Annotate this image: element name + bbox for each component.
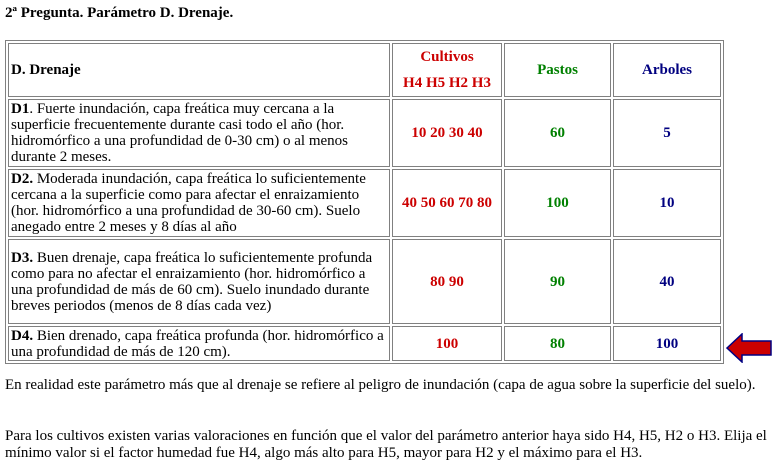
header-arboles: Arboles — [613, 43, 721, 97]
cell-cultivos: 100 — [392, 326, 502, 361]
cell-arboles: 5 — [613, 99, 721, 167]
cell-arboles: 100 — [613, 326, 721, 361]
row-description — [8, 99, 390, 167]
table-row — [8, 169, 721, 237]
cell-cultivos: 80 90 — [392, 239, 502, 324]
cell-cultivos: 10 20 30 40 — [392, 99, 502, 167]
header-pastos: Pastos — [504, 43, 611, 97]
row-text: . Fuerte inundación, capa freática muy cercana a la superficie frecuentemente durante casi todo el año (hor. hidromórfico a una profundidad de 0-30 cm) o al menos durante 2 meses. — [11, 101, 348, 165]
cell-arboles: 40 — [613, 239, 721, 324]
cell-pastos: 100 — [504, 169, 611, 237]
cell-arboles: 10 — [613, 169, 721, 237]
cell-pastos: 90 — [504, 239, 611, 324]
header-cultivos — [392, 43, 502, 97]
cell-cultivos: 40 50 60 70 80 — [392, 169, 502, 237]
row-description — [8, 326, 390, 361]
row-text: Bien drenado, capa freática profunda (hor. hidromórfico a una profundidad de más de 120 cm). — [11, 327, 384, 360]
row-description — [8, 169, 390, 237]
left-arrow-icon — [726, 333, 772, 363]
row-text: Moderada inundación, capa freática lo suficientemente cercana a la superficie como para afectar el enraizamiento (hor. hidromórfico a una profundidad de 30-60 cm). Suelo anegado entre 2 meses y 8 días al año — [11, 171, 366, 235]
left-arrow-shape — [727, 334, 771, 362]
cell-pastos: 80 — [504, 326, 611, 361]
row-code: D1 — [11, 101, 30, 117]
table-row — [8, 239, 721, 324]
table-row — [8, 326, 721, 361]
row-description — [8, 239, 390, 324]
drainage-table — [5, 40, 724, 364]
row-text: Buen drenaje, capa freática lo suficientemente profunda como para no afectar el enraizamiento (hor. hidromórfico a una profundidad de más de 60 cm). Suelo inundado durante breves periodos (menos de 8 días cada vez) — [11, 249, 373, 314]
header-cultivos-sub: H4 H5 H2 H3 — [403, 75, 491, 91]
row-code: D2. — [11, 171, 34, 187]
row-code: D3. — [11, 249, 34, 266]
header-param: D. Drenaje — [8, 43, 390, 97]
header-cultivos-label: Cultivos — [420, 49, 474, 65]
explanation-paragraph: En realidad este parámetro más que al drenaje se refiere al peligro de inundación (capa de agua sobre la superficie del suelo). — [5, 377, 756, 393]
cell-pastos: 60 — [504, 99, 611, 167]
row-code: D4. — [11, 327, 34, 344]
table-row — [8, 99, 721, 167]
instructions-paragraph: Para los cultivos existen varias valoraciones en función que el valor del parámetro anterior haya sido H4, H5, H2 o H3. Elija el mínimo valor si el factor humedad fue H4, algo más alto para H5, mayor para H2 y el máximo para el H3. — [5, 428, 767, 461]
page-title: 2ª Pregunta. Parámetro D. Drenaje. — [5, 5, 234, 21]
table-header-row — [8, 43, 721, 97]
